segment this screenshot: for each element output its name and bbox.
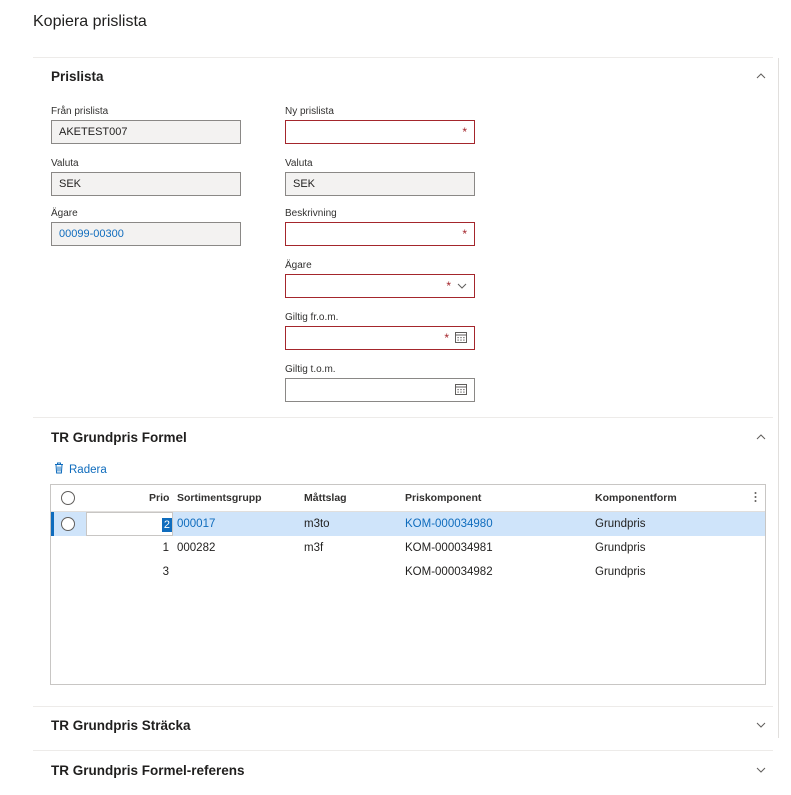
section-header-prislista[interactable] xyxy=(33,57,773,95)
valuta-right-label: Valuta xyxy=(285,158,313,169)
valuta-left-value: SEK xyxy=(59,178,82,190)
section-header-formel[interactable] xyxy=(33,418,773,456)
fran-prislista-value: AKETEST007 xyxy=(59,126,128,138)
prio-cell: 1 xyxy=(162,542,169,554)
ny-prislista-field xyxy=(285,106,475,144)
column-header-mattslag[interactable]: Måttslag xyxy=(304,492,347,504)
valuta-right-field xyxy=(285,158,475,196)
valuta-left-label: Valuta xyxy=(51,158,79,169)
komponentform-cell: Grundpris xyxy=(595,542,646,554)
fran-prislista-input[interactable] xyxy=(51,120,241,144)
chevron-down-icon[interactable] xyxy=(751,760,771,780)
required-indicator: * xyxy=(462,125,467,139)
valuta-left-input[interactable] xyxy=(51,172,241,196)
section-title-formel: TR Grundpris Formel xyxy=(51,429,187,445)
row-select-radio[interactable] xyxy=(61,517,75,531)
agare-left-input[interactable] xyxy=(51,222,241,246)
section-title-prislista: Prislista xyxy=(51,68,104,84)
ny-prislista-label: Ny prislista xyxy=(285,106,334,117)
required-indicator: * xyxy=(444,331,449,345)
agare-right-label: Ägare xyxy=(285,260,312,271)
agare-left-label: Ägare xyxy=(51,208,78,219)
komponentform-cell: Grundpris xyxy=(595,566,646,578)
komponentform-cell: Grundpris xyxy=(595,518,646,530)
prio-input[interactable] xyxy=(86,512,173,536)
beskrivning-input[interactable] xyxy=(285,222,475,246)
valuta-right-input[interactable] xyxy=(285,172,475,196)
column-header-priskomponent[interactable]: Priskomponent xyxy=(405,492,482,504)
chevron-up-icon[interactable] xyxy=(751,66,771,86)
table-row[interactable] xyxy=(51,560,765,584)
agare-left-field xyxy=(51,208,241,246)
priskomponent-cell: KOM-000034981 xyxy=(405,542,493,554)
sortimentsgrupp-cell[interactable]: 000017 xyxy=(177,518,216,530)
agare-left-value[interactable]: 00099-00300 xyxy=(59,228,124,240)
chevron-up-icon[interactable] xyxy=(751,427,771,447)
right-scroll-rule xyxy=(778,58,779,738)
calendar-icon[interactable] xyxy=(455,331,467,346)
ny-prislista-input[interactable] xyxy=(285,120,475,144)
agare-right-field xyxy=(285,260,475,298)
section-header-stracka[interactable] xyxy=(33,706,773,744)
fran-prislista-field xyxy=(51,106,241,144)
giltig-from-input[interactable] xyxy=(285,326,475,350)
prio-cell: 3 xyxy=(162,566,169,578)
valuta-left-field xyxy=(51,158,241,196)
giltig-tom-label: Giltig t.o.m. xyxy=(285,364,336,375)
giltig-from-label: Giltig fr.o.m. xyxy=(285,312,339,323)
table-row[interactable] xyxy=(51,536,765,560)
agare-right-select[interactable] xyxy=(285,274,475,298)
column-header-komponentform[interactable]: Komponentform xyxy=(595,492,677,504)
grid-header xyxy=(51,485,765,512)
priskomponent-cell[interactable]: KOM-000034980 xyxy=(405,518,493,530)
beskrivning-field xyxy=(285,208,475,246)
delete-button[interactable] xyxy=(54,462,107,477)
table-row[interactable] xyxy=(51,512,765,536)
calendar-icon[interactable] xyxy=(455,383,467,398)
giltig-from-field xyxy=(285,312,475,350)
section-header-formel-referens[interactable] xyxy=(33,751,773,789)
required-indicator: * xyxy=(446,279,451,293)
select-all-radio[interactable] xyxy=(61,491,75,505)
mattslag-cell: m3to xyxy=(304,518,330,530)
delete-button-label: Radera xyxy=(69,463,107,476)
column-header-prio[interactable]: Prio xyxy=(149,492,170,504)
chevron-down-icon[interactable] xyxy=(751,715,771,735)
prio-value: 2 xyxy=(163,519,170,531)
fran-prislista-label: Från prislista xyxy=(51,106,109,117)
trash-icon xyxy=(54,462,64,477)
page-title: Kopiera prislista xyxy=(33,13,147,30)
beskrivning-label: Beskrivning xyxy=(285,208,337,219)
required-indicator: * xyxy=(462,227,467,241)
section-title-stracka: TR Grundpris Sträcka xyxy=(51,717,191,733)
formel-grid xyxy=(50,484,766,685)
sortimentsgrupp-cell: 000282 xyxy=(177,542,216,554)
chevron-down-icon[interactable] xyxy=(457,280,467,292)
column-header-sortimentsgrupp[interactable]: Sortimentsgrupp xyxy=(177,492,262,504)
valuta-right-value: SEK xyxy=(293,178,316,190)
section-title-formel-referens: TR Grundpris Formel-referens xyxy=(51,762,245,778)
giltig-tom-input[interactable] xyxy=(285,378,475,402)
giltig-tom-field xyxy=(285,364,475,402)
mattslag-cell: m3f xyxy=(304,542,324,554)
priskomponent-cell: KOM-000034982 xyxy=(405,566,493,578)
more-options-icon[interactable] xyxy=(754,491,757,506)
